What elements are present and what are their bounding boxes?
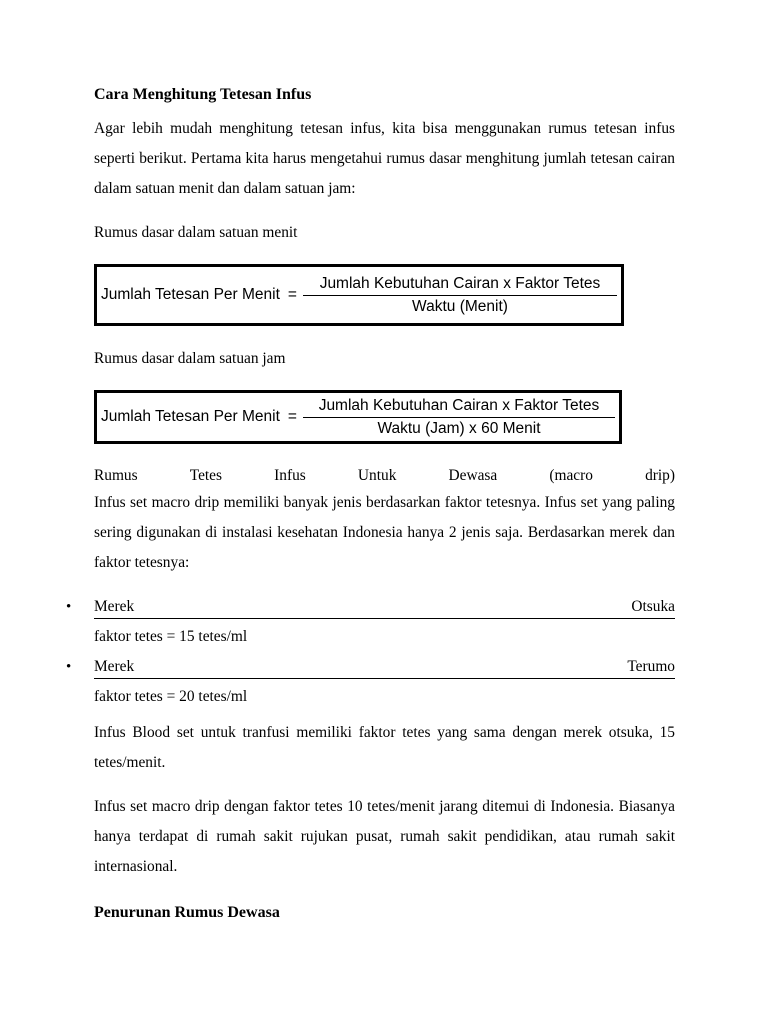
- derivation-heading: Penurunan Rumus Dewasa: [94, 904, 280, 921]
- hour-formula-box: [94, 390, 622, 444]
- equals-sign: =: [287, 286, 297, 303]
- minute-formula-label: Rumus dasar dalam satuan menit: [94, 224, 298, 241]
- page-title: Cara Menghitung Tetesan Infus: [94, 86, 312, 103]
- heading-word: Tetes: [189, 467, 223, 484]
- brand-name: Otsuka: [631, 598, 675, 615]
- brand-label: Merek: [94, 658, 135, 675]
- formula-lhs: Jumlah Tetesan Per Menit: [101, 286, 280, 303]
- heading-word: Rumus: [94, 467, 138, 484]
- brand-factor: faktor tetes = 20 tetes/ml: [94, 688, 248, 705]
- list-item: [66, 656, 675, 708]
- formula-denominator: Waktu (Menit): [412, 297, 508, 315]
- brand-factor: faktor tetes = 15 tetes/ml: [94, 628, 248, 645]
- brand-row: [66, 596, 675, 619]
- heading-word: Untuk: [357, 467, 397, 484]
- list-item: [66, 596, 675, 648]
- heading-word: drip): [645, 467, 675, 484]
- hour-formula-label: Rumus dasar dalam satuan jam: [94, 350, 286, 367]
- formula-fraction: [305, 275, 615, 316]
- brand-label: Merek: [94, 598, 135, 615]
- formula-denominator: Waktu (Jam) x 60 Menit: [377, 419, 541, 437]
- formula-fraction: [305, 397, 613, 438]
- formula-lhs: Jumlah Tetesan Per Menit: [101, 408, 280, 425]
- heading-word: Infus: [274, 467, 306, 484]
- minute-formula-box: [94, 264, 624, 326]
- adult-formula-heading: [94, 464, 675, 488]
- heading-word: Dewasa: [448, 467, 498, 484]
- macro-drip-paragraph: Infus set macro drip memiliki banyak jenis berdasarkan faktor tetesnya. Infus set yang paling sering digunakan di instalasi kesehatan Indonesia hanya 2 jenis saja. Berdasarkan merek dan faktor tetesnya:: [94, 494, 675, 571]
- ten-drop-paragraph: Infus set macro drip dengan faktor tetes 10 tetes/menit jarang ditemui di Indonesia. Biasanya hanya terdapat di rumah sakit rujukan pusat, rumah sakit pendidikan, atau rumah sakit internasional.: [94, 798, 675, 875]
- intro-paragraph: Agar lebih mudah menghitung tetesan infus, kita bisa menggunakan rumus tetesan infus seperti berikut. Pertama kita harus mengetahui rumus dasar menghitung jumlah tetesan cairan dalam satuan menit dan dalam satuan jam:: [94, 120, 675, 197]
- brand-name: Terumo: [627, 658, 675, 675]
- brand-list: [66, 596, 675, 708]
- formula-numerator: Jumlah Kebutuhan Cairan x Faktor Tetes: [303, 397, 615, 418]
- bullet-icon: •: [66, 659, 72, 675]
- document-page: [66, 84, 675, 924]
- brand-row: [66, 656, 675, 679]
- blood-set-paragraph: Infus Blood set untuk tranfusi memiliki faktor tetes yang sama dengan merek otsuka, 15 tetes/menit.: [94, 724, 675, 771]
- heading-word: (macro: [549, 467, 593, 484]
- bullet-icon: •: [66, 599, 72, 615]
- equals-sign: =: [287, 408, 297, 425]
- formula-numerator: Jumlah Kebutuhan Cairan x Faktor Tetes: [303, 275, 617, 296]
